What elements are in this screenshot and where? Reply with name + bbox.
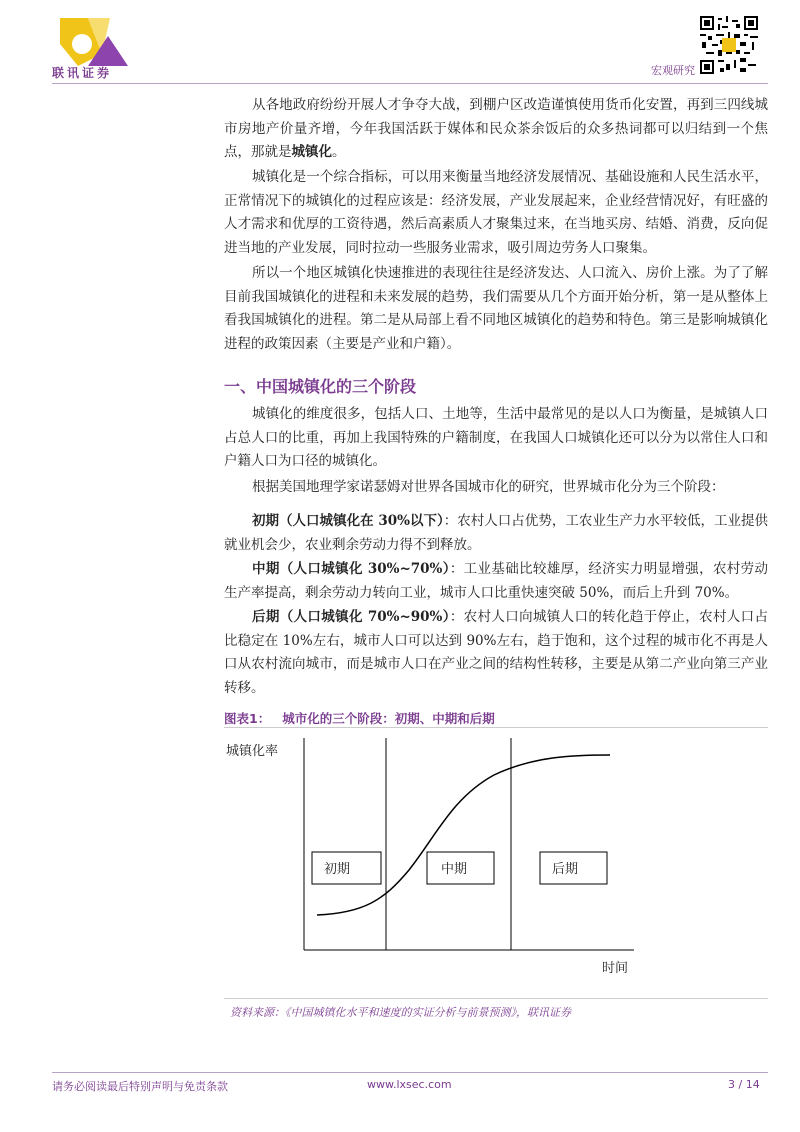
footer-divider: [52, 1072, 768, 1073]
section-heading: 一、中国城镇化的三个阶段: [224, 377, 417, 396]
footer-url: www.lxsec.com: [367, 1078, 452, 1091]
paragraph-stage-middle: 中期（人口城镇化 30%~70%）：工业基础比较雄厚，经济实力明显增强，农村劳动生产率提高，剩余劳动力转向工业，城市人口比重快速突破 50%，而后上升到 70%。: [224, 561, 768, 601]
paragraph-northam: 根据美国地理学家诺瑟姆对世界各国城市化的研究，世界城市化分为三个阶段：: [252, 479, 725, 495]
figure-bottom-rule: [224, 998, 768, 999]
logo-text: 联讯证券: [52, 66, 113, 80]
footer-disclaimer: 请务必阅读最后特别声明与免责条款: [52, 1080, 228, 1093]
y-axis-label: 城镇化率: [226, 744, 279, 759]
stage-label-late: 后期: [552, 862, 579, 877]
stage-label-early: 初期: [324, 862, 351, 877]
s-curve: [317, 755, 610, 915]
figure-top-rule: [224, 727, 768, 728]
paragraph-stage-late: 后期（人口城镇化 70%~90%）：农村人口向城镇人口的转化趋于停止，农村人口占比稳定在 10%左右，城市人口可以达到 90%左右，趋于饱和，这个过程的城市化不再是人口从农村流向城市，而是城市人口在产业之间的结构性转移，主要是从第二产业向第三产业转移。: [224, 609, 768, 696]
urbanization-stage-diagram: [224, 730, 768, 980]
header-divider: [52, 83, 768, 84]
figure-source: 资料来源：《中国城镇化水平和速度的实证分析与前景预测》，联讯证券: [230, 1006, 571, 1019]
paragraph-intro: 从各地政府纷纷开展人才争夺大战，到棚户区改造谨慎使用货币化安置，再到三四线城市房地产价量齐增，今年我国活跃于媒体和民众茶余饭后的众多热词都可以归结到一个焦点，那就是城镇化。: [224, 97, 768, 160]
page-number: 3 / 14: [728, 1078, 760, 1091]
paragraph-outline: 所以一个地区城镇化快速推进的表现往往是经济发达、人口流入、房价上涨。为了了解目前我国城镇化的进程和未来发展的趋势，我们需要从几个方面开始分析，第一是从整体上看我国城镇化的进程。第二是从局部上看不同地区城镇化的趋势和特色。第三是影响城镇化进程的政策因素（主要是产业和户籍）。: [224, 265, 768, 352]
qr-code-icon: [700, 16, 758, 74]
paragraph-dimensions: 城镇化的维度很多，包括人口、土地等，生活中最常见的是以人口为衡量，是城镇人口占总人口的比重，再加上我国特殊的户籍制度，在我国人口城镇化还可以分为以常住人口和户籍人口为口径的城镇化。: [224, 406, 768, 469]
stage-label-middle: 中期: [441, 862, 468, 877]
paragraph-definition: 城镇化是一个综合指标，可以用来衡量当地经济发展情况、基础设施和人民生活水平，正常情况下的城镇化的过程应该是：经济发展，产业发展起来，企业经营情况好，有旺盛的人才需求和优厚的工资待遇，然后高素质人才聚集过来，在当地买房、结婚、消费，反向促进当地的产业发展，同时拉动一些服务业需求，吸引周边劳务人口聚集。: [224, 169, 768, 256]
section-tag: 宏观研究: [651, 64, 695, 77]
paragraph-stage-early: 初期（人口城镇化在 30%以下）：农村人口占优势，工农业生产力水平较低，工业提供就业机会少，农业剩余劳动力得不到释放。: [224, 513, 768, 553]
x-axis-label: 时间: [602, 961, 629, 976]
figure-title: 图表1： 城市化的三个阶段：初期、中期和后期: [224, 711, 495, 726]
